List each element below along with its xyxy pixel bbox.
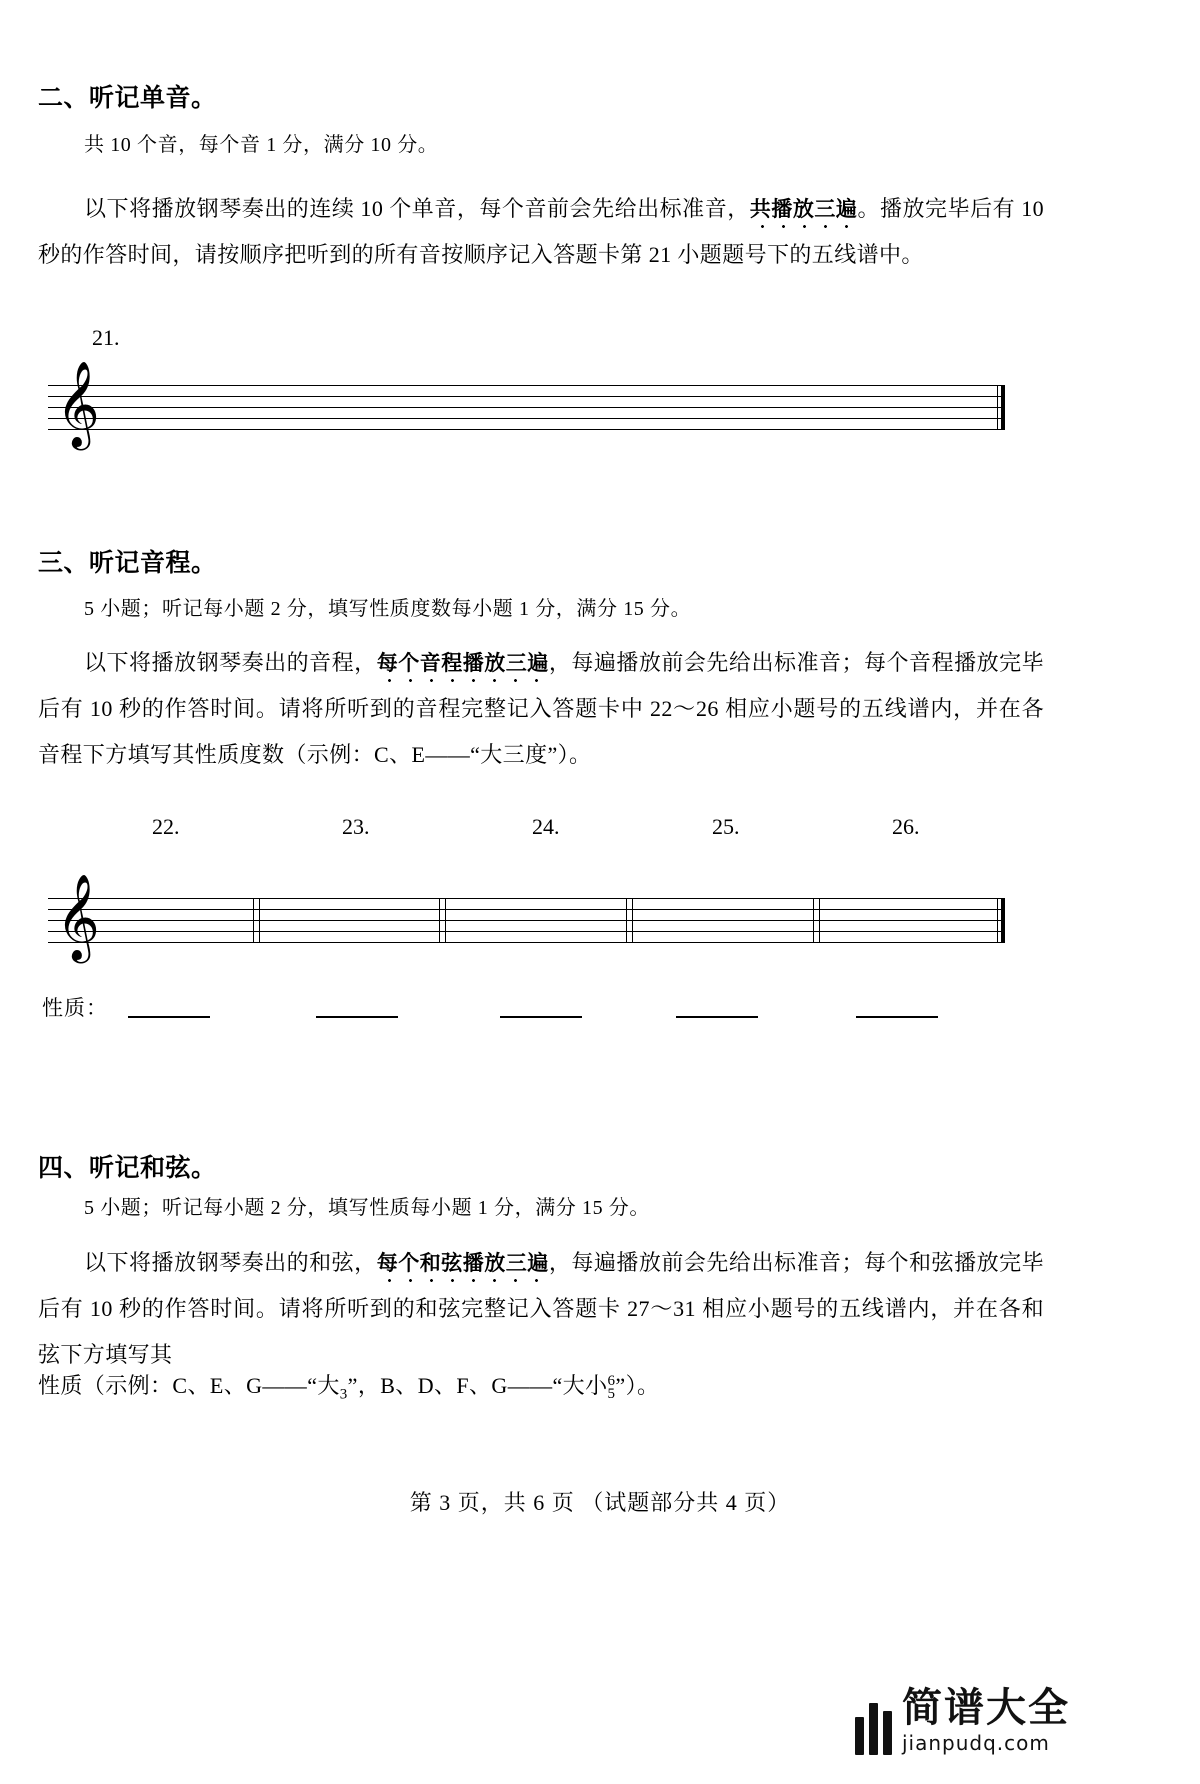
watermark-subtitle: jianpudq.com bbox=[902, 1731, 1050, 1755]
section-heading-3: 三、听记音程。 bbox=[38, 548, 217, 577]
answer-blank-24[interactable] bbox=[500, 1016, 582, 1018]
section4-example-sub1: 3 bbox=[339, 1386, 348, 1403]
section3-instr-part-a: 以下将播放钢琴奏出的音程， bbox=[84, 650, 377, 675]
section4-scoring: 5 小题；听记每小题 2 分，填写性质每小题 1 分，满分 15 分。 bbox=[84, 1197, 650, 1219]
barline-thin bbox=[632, 898, 633, 943]
section4-instr-part-a: 以下将播放钢琴奏出的和弦， bbox=[84, 1250, 377, 1275]
section2-scoring: 共 10 个音，每个音 1 分，满分 10 分。 bbox=[84, 134, 439, 156]
music-bars-icon bbox=[855, 1703, 892, 1755]
barline-thin bbox=[259, 898, 260, 943]
section2-instr-emphasis: 共播放三遍 bbox=[749, 197, 858, 221]
question-number-26: 26. bbox=[892, 814, 920, 839]
section3-instr-emphasis: 每个音程播放三遍 bbox=[376, 651, 549, 675]
watermark-title: 简谱大全 bbox=[902, 1685, 1070, 1731]
staff-line bbox=[48, 931, 1005, 932]
staff-line bbox=[48, 920, 1005, 921]
question-number-23: 23. bbox=[342, 814, 370, 839]
barline-end bbox=[1001, 385, 1005, 430]
section2-instructions bbox=[38, 186, 1044, 278]
section4-example-sub2: 5 bbox=[607, 1385, 616, 1402]
section4-instr-emphasis: 每个和弦播放三遍 bbox=[376, 1251, 549, 1275]
section3-instructions bbox=[38, 640, 1044, 778]
question-number-22: 22. bbox=[152, 814, 180, 839]
staff-line bbox=[48, 909, 1005, 910]
treble-clef-icon: 𝄞 bbox=[56, 874, 100, 960]
barline-thin bbox=[819, 898, 820, 943]
watermark-logo bbox=[855, 1685, 1070, 1755]
answer-blank-26[interactable] bbox=[856, 1016, 938, 1018]
section4-instructions bbox=[38, 1240, 1044, 1378]
section4-example-end: ”）。 bbox=[615, 1373, 660, 1398]
section4-example-sup2: 6 bbox=[607, 1372, 616, 1389]
barline-thin bbox=[253, 898, 254, 943]
barline-thin bbox=[626, 898, 627, 943]
section4-instr-part-b: ，每遍播放前会先给出标准音；每个和弦播放完毕后有 10 秒的作答时间。请将所听到的和弦完整记入答题卡 27～31 相应小题号的五线谱内，并在各和弦下方填写其 bbox=[38, 1250, 1045, 1367]
question-number-24: 24. bbox=[532, 814, 560, 839]
section4-example-mid: ”，B、D、F、G——“大小 bbox=[347, 1373, 608, 1398]
answer-blank-23[interactable] bbox=[316, 1016, 398, 1018]
staff-line bbox=[48, 396, 1005, 397]
barline-end bbox=[1001, 898, 1005, 943]
section3-scoring: 5 小题；听记每小题 2 分，填写性质度数每小题 1 分，满分 15 分。 bbox=[84, 598, 692, 620]
question-number-21: 21. bbox=[92, 325, 120, 350]
staff-line bbox=[48, 942, 1005, 943]
page-footer: 第 3 页，共 6 页 （试题部分共 4 页） bbox=[409, 1490, 791, 1515]
barline-thin bbox=[445, 898, 446, 943]
staff-line bbox=[48, 429, 1005, 430]
section4-example bbox=[38, 1363, 1044, 1417]
staff-line bbox=[48, 385, 1005, 386]
staff-line bbox=[48, 898, 1005, 899]
xingzhi-label: 性质： bbox=[42, 996, 108, 1020]
barline-thin bbox=[439, 898, 440, 943]
section4-example-pre: 性质（示例：C、E、G——“大 bbox=[38, 1373, 340, 1398]
section-heading-4: 四、听记和弦。 bbox=[38, 1153, 217, 1182]
watermark-text bbox=[902, 1685, 1070, 1755]
answer-blank-25[interactable] bbox=[676, 1016, 758, 1018]
barline-thin bbox=[997, 898, 998, 943]
staff-items-22-26 bbox=[48, 874, 1005, 960]
question-number-25: 25. bbox=[712, 814, 740, 839]
section2-instr-part-b: 。播放完毕后有 10 秒的作答时间，请按顺序把听到的所有音按顺序记入答题卡第 21 小题题号下的五线谱中。 bbox=[38, 196, 1044, 267]
barline-thin bbox=[813, 898, 814, 943]
section-heading-2: 二、听记单音。 bbox=[38, 83, 217, 112]
section3-instr-part-b: ，每遍播放前会先给出标准音；每个音程播放完毕后有 10 秒的作答时间。请将所听到的音程完整记入答题卡中 22～26 相应小题号的五线谱内，并在各音程下方填写其性质度数（示例：C、E——“大三度”）。 bbox=[38, 650, 1045, 767]
treble-clef-icon: 𝄞 bbox=[56, 361, 100, 447]
staff-line bbox=[48, 407, 1005, 408]
section2-instr-part-a: 以下将播放钢琴奏出的连续 10 个单音，每个音前会先给出标准音， bbox=[84, 196, 750, 221]
barline-thin bbox=[997, 385, 998, 430]
staff-item-21 bbox=[48, 361, 1005, 447]
answer-blank-22[interactable] bbox=[128, 1016, 210, 1018]
staff-line bbox=[48, 418, 1005, 419]
